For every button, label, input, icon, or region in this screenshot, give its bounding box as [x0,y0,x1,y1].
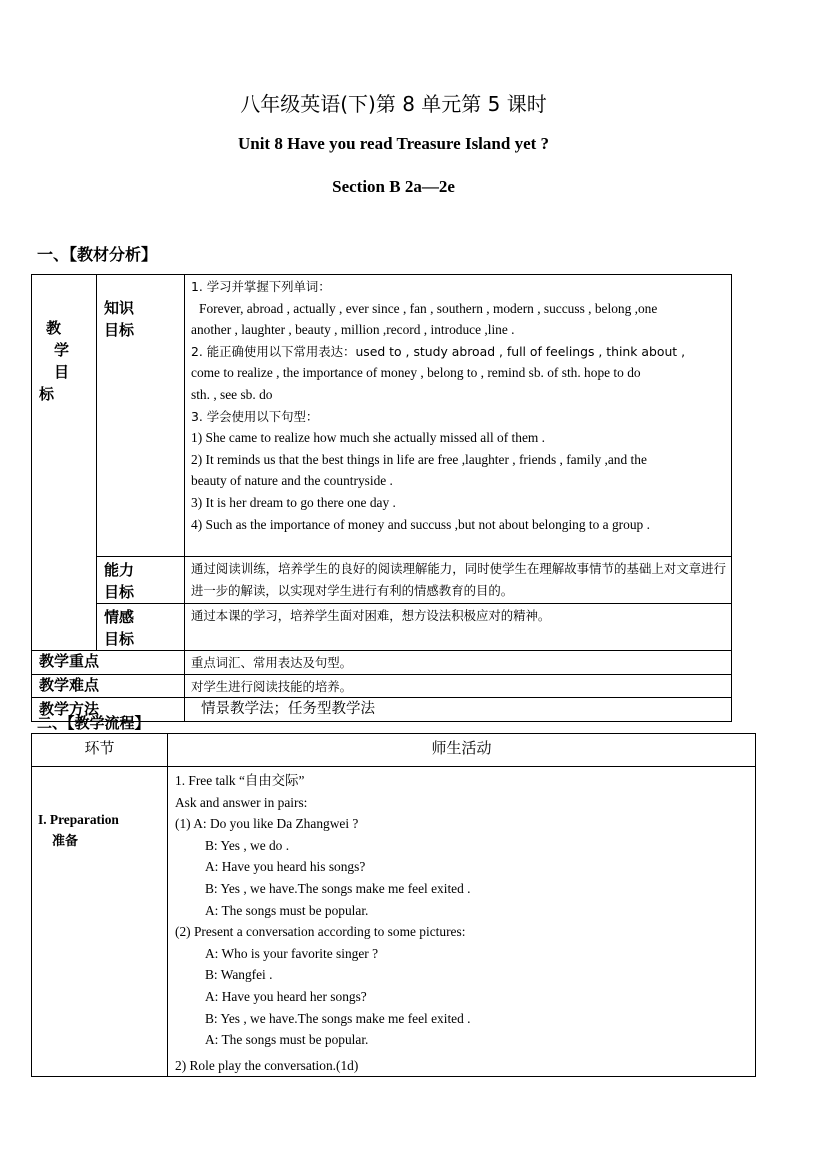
section-title: Section B 2a—2e [332,177,455,196]
sentence-pattern: beauty of nature and the countryside . [191,473,393,489]
ability-label-cell [97,557,185,604]
method-content-cell [185,698,732,722]
objectives-label-char: 教 [46,319,62,337]
activity-line: A: Who is your favorite singer ? [205,945,379,961]
emotion-label: 目标 [104,630,135,648]
objectives-label-char: 学 [54,341,70,359]
unit-title: Unit 8 Have you read Treasure Island yet ? [237,134,550,153]
difficulty-content-cell [185,674,732,698]
teaching-process-heading: 二、【教学流程】 [37,714,150,732]
activity-line: B: Wangfei . [205,967,273,983]
vocab-list-line: another , laughter , beauty , million ,record , introduce ,line . [191,322,515,338]
emotion-content-cell [185,604,732,651]
method-text: 情景教学法；任务型教学法 [201,701,375,718]
difficulty-label: 教学难点 [39,675,100,694]
ability-label: 能力 [104,561,135,579]
stage-name-en: I. Preparation [38,812,119,827]
difficulty-label-cell [32,674,185,698]
expressions-line: 2. 能正确使用以下常用表达：used to , study abroad , full of feelings , think about , [191,343,686,359]
activity-line: A: Have you heard his songs? [205,859,366,875]
activity-line: (2) Present a conversation according to some pictures: [175,924,466,940]
stage-header-cell [32,734,168,767]
knowledge-label-cell [97,275,185,557]
sentence-pattern: 2) It reminds us that the best things in life are free ,laughter , friends , family ,and the [191,451,647,467]
emotion-text: 通过本课的学习，培养学生面对困难，想方设法积极应对的精神。 [191,608,551,623]
activity-line: (1) A: Do you like Da Zhangwei ? [175,816,359,832]
expressions-line: come to realize , the importance of money , belong to , remind sb. of sth. hope to do [191,365,641,381]
key-points-label-cell [32,651,185,675]
sentence-patterns-title: 3. 学会使用以下句型： [191,408,319,424]
page-title: 八年级英语(下)第 8 单元第 5 课时 [240,92,547,116]
stage-name-cn: 准备 [52,834,79,849]
ability-text: 通过阅读训练，培养学生的良好的阅读理解能力，同时使学生在理解故事情节的基础上对文章进行进一步的解读，以实现对学生进行有利的情感教育的目的。 [191,561,726,598]
activity-line: B: Yes , we have.The songs make me feel exited . [205,880,471,896]
ability-content-cell [185,557,732,604]
vocab-list-line: Forever, abroad , actually , ever since , fan , southern , modern , succuss , belong ,one [199,300,658,316]
knowledge-label: 知识 [104,299,135,317]
activity-header-cell [168,734,756,767]
knowledge-label: 目标 [104,321,135,339]
material-analysis-heading: 一、【教材分析】 [37,245,158,264]
sentence-pattern: 1) She came to realize how much she actually missed all of them . [191,430,545,446]
activity-line: B: Yes , we do . [205,837,290,853]
ability-label: 目标 [104,583,135,601]
sentence-pattern: 3) It is her dream to go there one day . [191,494,396,510]
activity-line: A: The songs must be popular. [205,1032,369,1048]
teaching-process-table [31,733,756,1077]
vocab-title: 1. 学习并掌握下列单词： [191,279,331,294]
stage-column-header: 环节 [84,739,115,757]
activity-column-header: 师生活动 [431,739,492,757]
activity-line: 2) Role play the conversation.(1d) [175,1057,359,1073]
difficulty-text: 对学生进行阅读技能的培养。 [191,678,353,694]
key-points-content-cell [185,651,732,675]
key-points-label: 教学重点 [39,652,100,670]
objectives-label-cell [32,275,97,651]
activity-cell [168,767,756,1077]
activity-line: 1. Free talk “自由交际” [175,773,305,788]
method-label: 教学方法 [39,700,100,719]
emotion-label-cell [97,604,185,651]
emotion-label: 情感 [104,608,135,626]
stage-cell [32,767,168,1077]
activity-line: A: The songs must be popular. [205,902,369,918]
key-points-text: 重点词汇、常用表达及句型。 [191,655,353,670]
material-analysis-table [31,274,732,722]
activity-line: A: Have you heard her songs? [205,988,367,1004]
knowledge-content-cell [185,275,732,557]
expressions-line: sth. , see sb. do [191,386,273,402]
activity-line: Ask and answer in pairs: [175,794,308,810]
activity-line: B: Yes , we have.The songs make me feel exited . [205,1010,471,1026]
sentence-pattern: 4) Such as the importance of money and succuss ,but not about belonging to a group . [191,516,650,532]
objectives-label-char: 标 [39,385,55,403]
objectives-label-char: 目 [54,363,70,381]
